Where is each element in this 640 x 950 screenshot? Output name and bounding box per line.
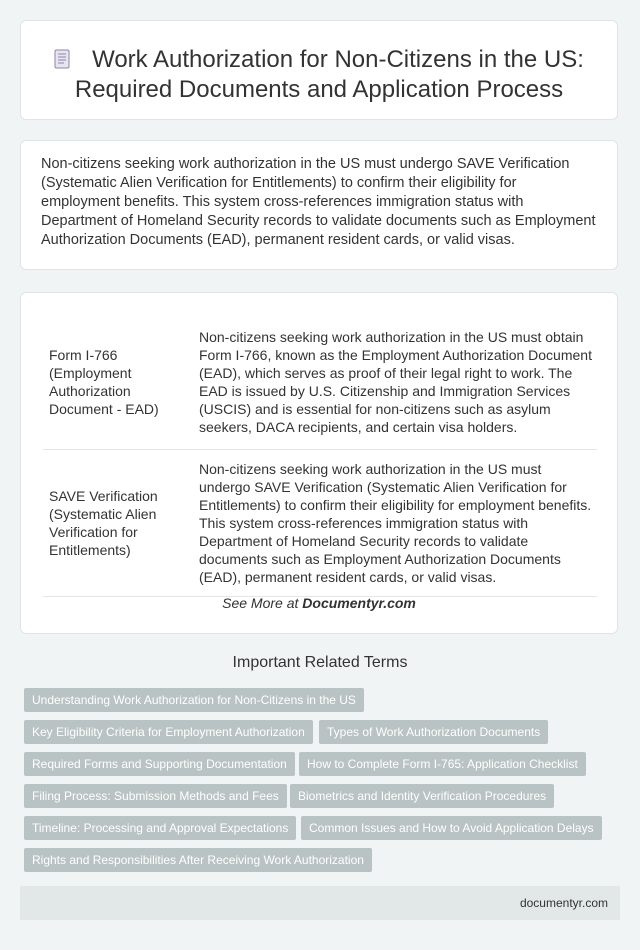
term-cell: Form I-766 (Employment Authorization Document - EAD) [43, 315, 195, 450]
table-row [43, 450, 597, 597]
see-more-link[interactable] [21, 595, 617, 611]
document-icon [54, 49, 70, 69]
page-title-text: Work Authorization for Non-Citizens in the US: Required Documents and Application Process [74, 46, 584, 103]
see-more-site: Documentyr.com [302, 595, 416, 611]
page-title [21, 21, 617, 105]
intro-text: Non-citizens seeking work authorization in the US must undergo SAVE Verification (Systematic Alien Verification for Entitlements) to confirm their eligibility for employment benefits. This system cross-references immigration status with Department of Homeland Security records to validate documents such as Employment Authorization Documents (EAD), permanent resident cards, or valid visas. [41, 156, 596, 248]
related-tag[interactable]: Common Issues and How to Avoid Application Delays [301, 816, 602, 840]
see-more-prefix: See More at [222, 595, 299, 611]
related-terms-heading: Important Related Terms [232, 654, 408, 671]
term-cell: SAVE Verification (Systematic Alien Verification for Entitlements) [43, 450, 195, 597]
related-tag[interactable]: Filing Process: Submission Methods and Fees [24, 784, 287, 808]
table-row [43, 315, 597, 450]
related-tag[interactable]: Understanding Work Authorization for Non-Citizens in the US [24, 688, 364, 712]
related-tag[interactable]: Required Forms and Supporting Documentation [24, 752, 295, 776]
terms-table [43, 315, 597, 597]
definition-cell: Non-citizens seeking work authorization in the US must undergo SAVE Verification (Systematic Alien Verification for Entitlements) to confirm their eligibility for employment benefits. This system cross-references immigration status with Department of Homeland Security records to validate documents such as Employment Authorization Documents (EAD), permanent resident cards, or valid visas. [195, 450, 597, 597]
related-tag[interactable]: How to Complete Form I-765: Application Checklist [299, 752, 586, 776]
intro-card [20, 140, 618, 270]
terms-table-card [20, 292, 618, 634]
definition-cell: Non-citizens seeking work authorization in the US must obtain Form I-766, known as the Employment Authorization Document (EAD), which serves as proof of their legal right to work. The EAD is issued by U.S. Citizenship and Immigration Services (USCIS) and is essential for non-citizens such as asylum seekers, DACA recipients, and certain visa holders. [195, 315, 597, 450]
related-tag[interactable]: Rights and Responsibilities After Receiving Work Authorization [24, 848, 372, 872]
footer-site[interactable]: documentyr.com [519, 896, 608, 910]
related-tag[interactable]: Timeline: Processing and Approval Expectations [24, 816, 296, 840]
related-tag[interactable]: Key Eligibility Criteria for Employment Authorization [24, 720, 313, 744]
header-card [20, 20, 618, 120]
footer [20, 886, 620, 920]
related-tag[interactable]: Types of Work Authorization Documents [319, 720, 548, 744]
related-tag[interactable]: Biometrics and Identity Verification Procedures [290, 784, 554, 808]
